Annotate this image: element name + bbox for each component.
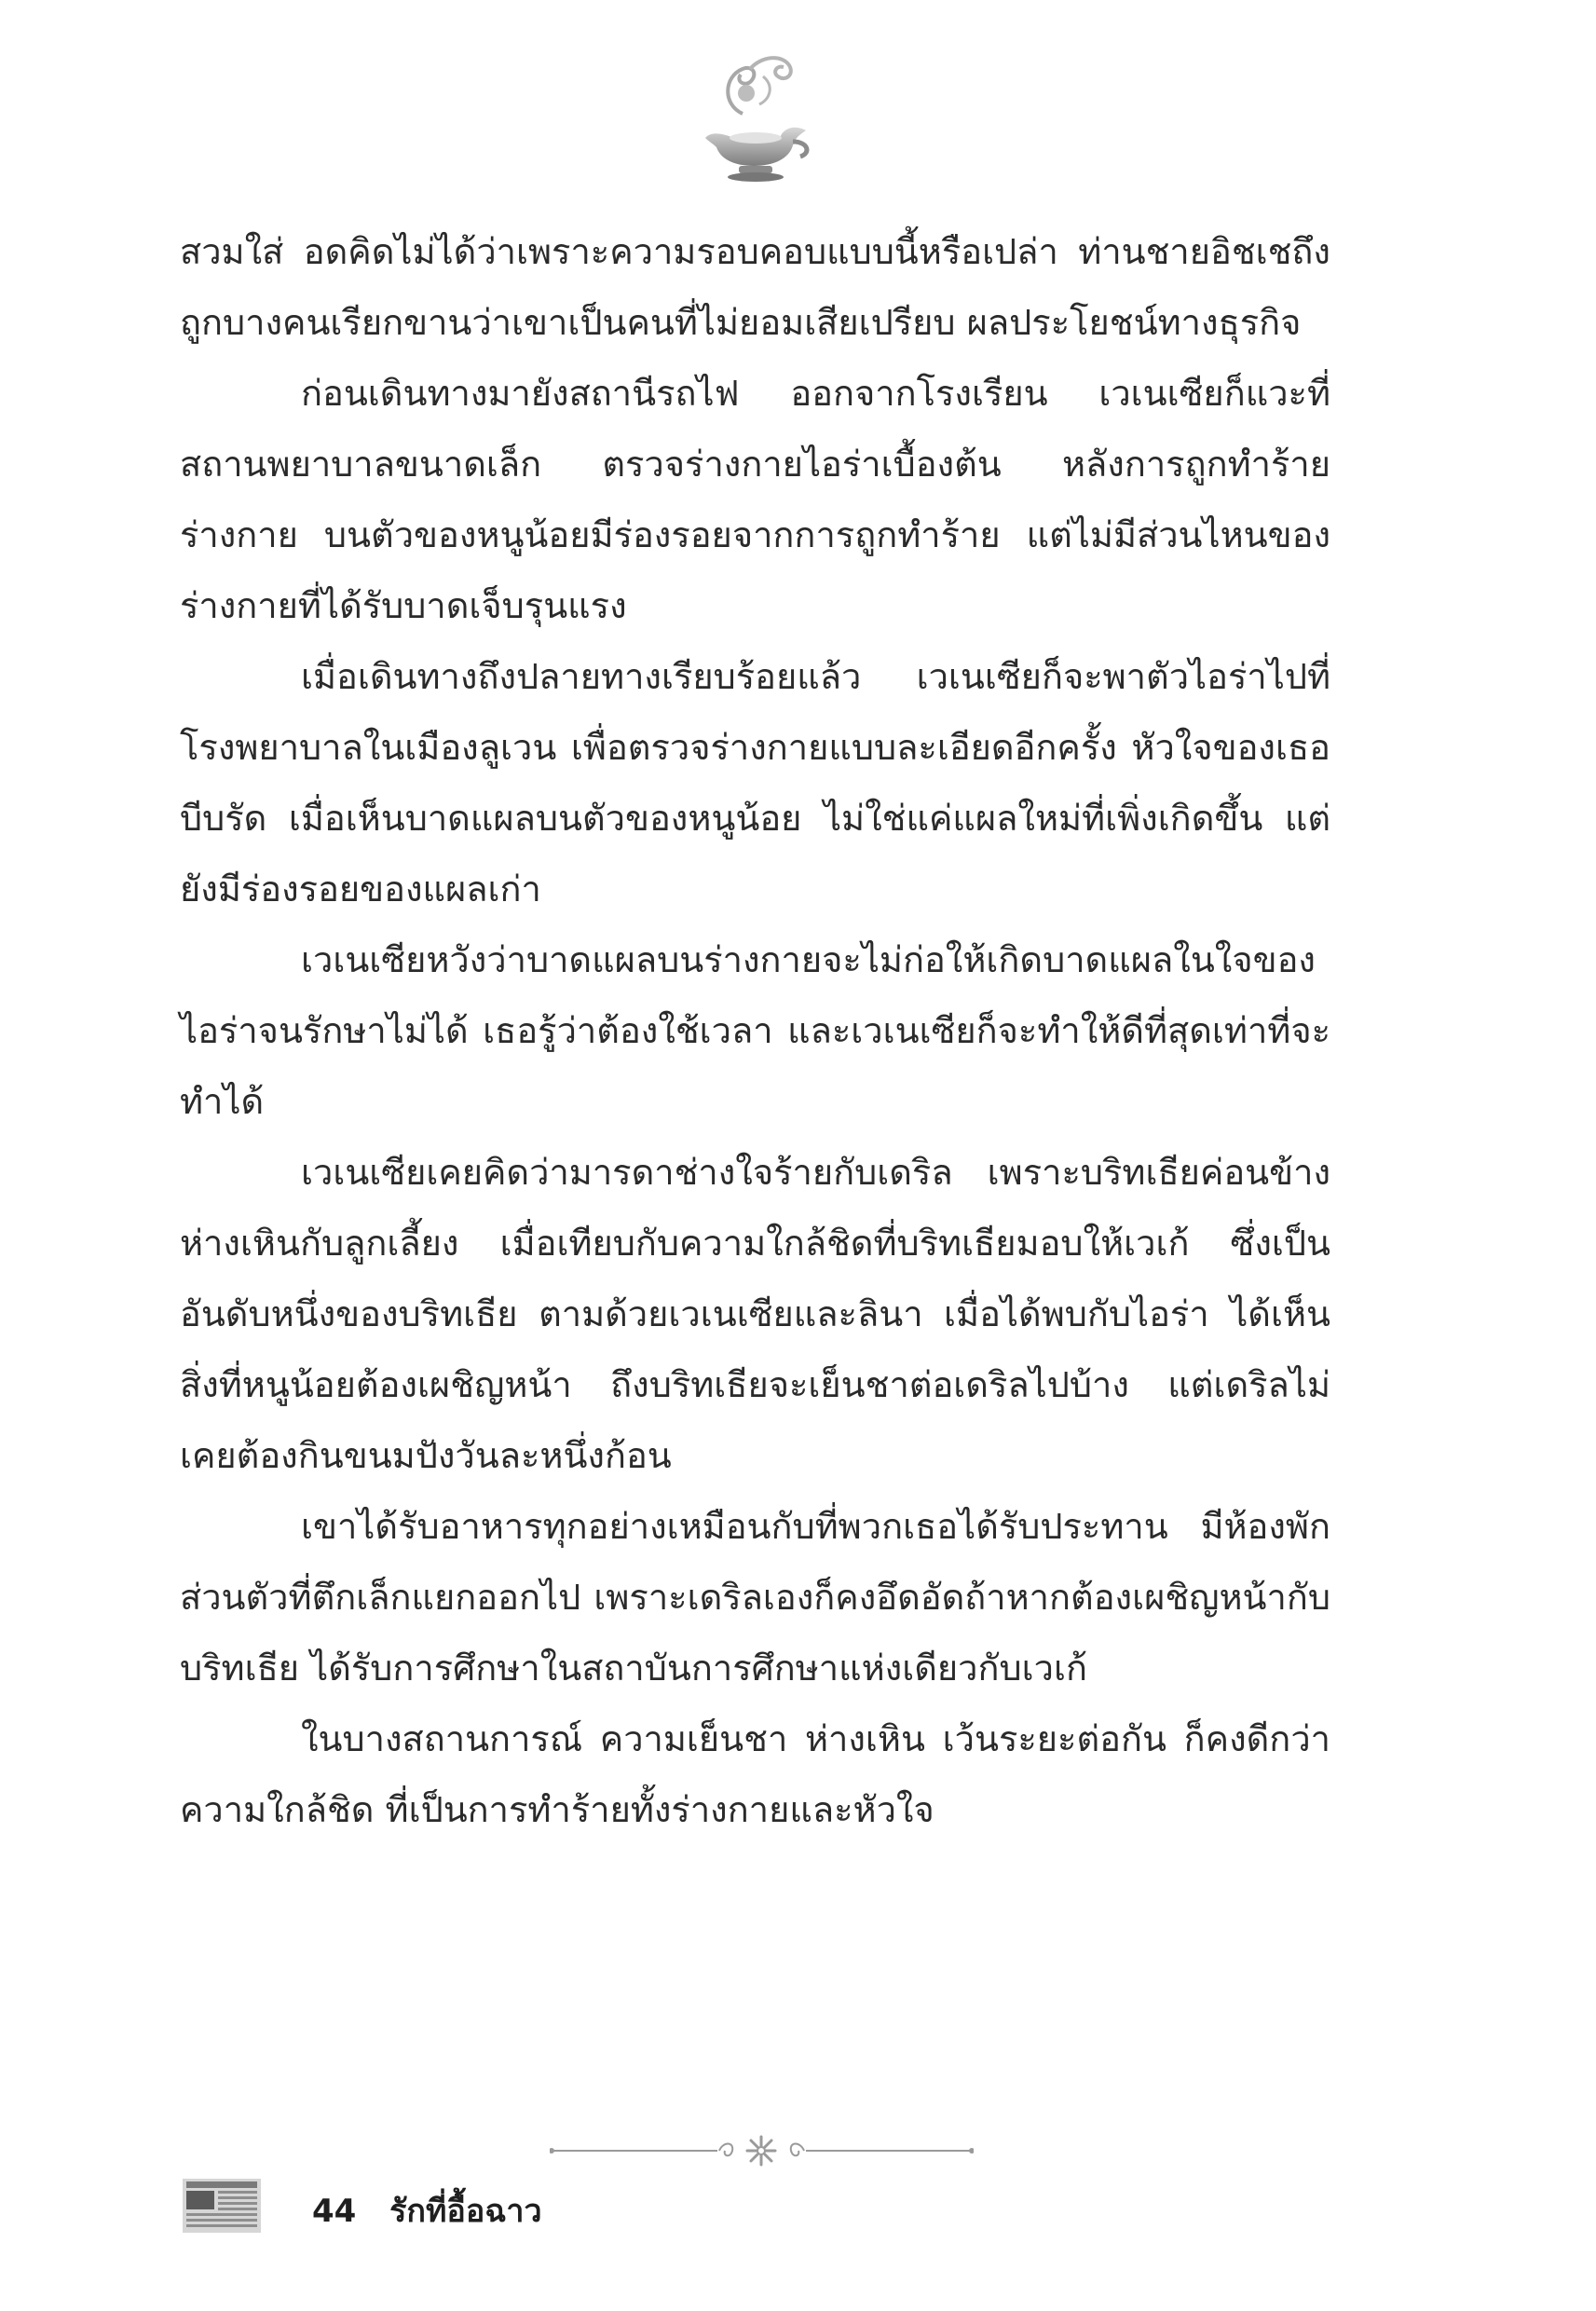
paragraph: สวมใส่ อดคิดไม่ได้ว่าเพราะความรอบคอบแบบนี้หรือเปล่า ท่านชายอิชเชถึงถูกบางคนเรียกขานว่าเขาเป็นคนที่ไม่ยอมเสียเปรียบ ผลประโยชน์ทางธุรกิจ	[180, 231, 1330, 343]
body-text	[180, 216, 1330, 1845]
page-number: 44	[312, 2193, 357, 2230]
magic-lamp-icon	[685, 48, 825, 188]
page-footer	[312, 2185, 542, 2236]
paragraph: เมื่อเดินทางถึงปลายทางเรียบร้อยแล้ว เวเนเซียก็จะพาตัวไอร่าไปที่โรงพยาบาลในเมืองลูเวน เพื่อตรวจร่างกายแบบละเอียดอีกครั้ง หัวใจของเธอบีบรัด เมื่อเห็นบาดแผลบนตัวของหนูน้อย ไม่ใช่แค่แผลใหม่ที่เพิ่งเกิดขึ้น แต่ยังมีร่องรอยของแผลเก่า	[180, 656, 1330, 909]
newspaper-icon	[183, 2179, 261, 2233]
paragraph: เขาได้รับอาหารทุกอย่างเหมือนกับที่พวกเธอได้รับประทาน มีห้องพักส่วนตัวที่ตึกเล็กแยกออกไป เพราะเดริลเองก็คงอึดอัดถ้าหากต้องเผชิญหน้ากับบริทเธีย ได้รับการศึกษาในสถาบันการศึกษาแห่งเดียวกับเวเก้	[180, 1506, 1330, 1689]
paragraph: เวเนเซียเคยคิดว่ามารดาช่างใจร้ายกับเดริล เพราะบริทเธียค่อนข้างห่างเหินกับลูกเลี้ยง เมื่อเทียบกับความใกล้ชิดที่บริทเธียมอบให้เวเก้ ซึ่งเป็นอันดับหนึ่งของบริทเธีย ตามด้วยเวเนเซียและลินา เมื่อได้พบกับไอร่า ได้เห็นสิ่งที่หนูน้อยต้องเผชิญหน้า ถึงบริทเธียจะเย็นชาต่อเดริลไปบ้าง แต่เดริลไม่เคยต้องกินขนมปังวันละหนึ่งก้อน	[180, 1152, 1330, 1476]
paragraph: เวเนเซียหวังว่าบาดแผลบนร่างกายจะไม่ก่อให้เกิดบาดแผลในใจของไอร่าจนรักษาไม่ได้ เธอรู้ว่าต้องใช้เวลา และเวเนเซียก็จะทำให้ดีที่สุดเท่าที่จะทำได้	[180, 939, 1330, 1122]
book-title: รักที่อื้อฉาว	[389, 2193, 542, 2230]
flower-divider-icon	[550, 2134, 974, 2167]
paragraph: ในบางสถานการณ์ ความเย็นชา ห่างเหิน เว้นระยะต่อกัน ก็คงดีกว่าความใกล้ชิด ที่เป็นการทำร้ายทั้งร่างกายและหัวใจ	[180, 1718, 1330, 1830]
paragraph: ก่อนเดินทางมายังสถานีรถไฟ ออกจากโรงเรียน เวเนเซียก็แวะที่สถานพยาบาลขนาดเล็ก ตรวจร่างกายไอร่าเบื้องต้น หลังการถูกทำร้ายร่างกาย บนตัวของหนูน้อยมีร่องรอยจากการถูกทำร้าย แต่ไม่มีส่วนไหนของร่างกายที่ได้รับบาดเจ็บรุนแรง	[180, 373, 1330, 626]
